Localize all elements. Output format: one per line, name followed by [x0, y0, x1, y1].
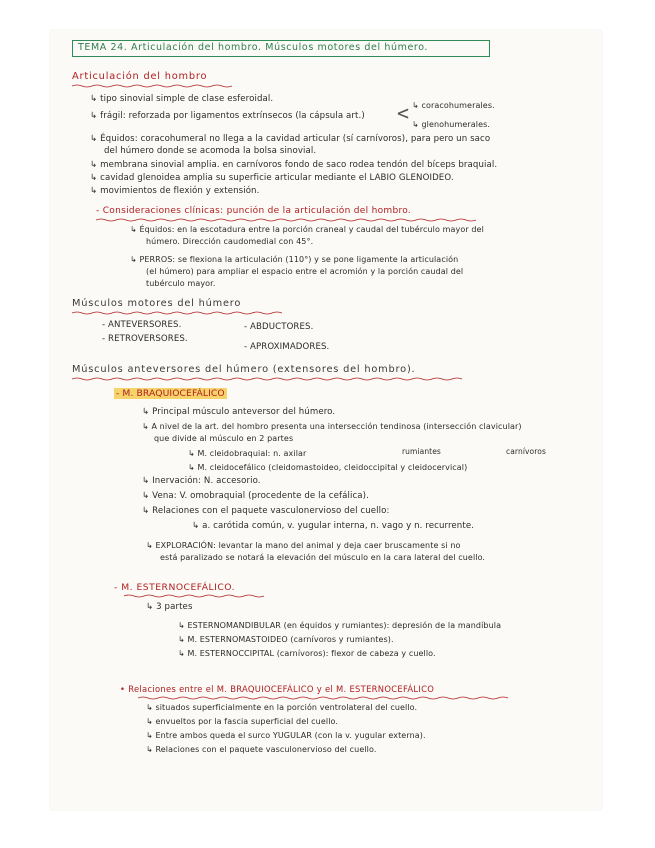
- section-heading-clinicas: - Consideraciones clínicas: punción de la articulación del hombro.: [96, 206, 412, 216]
- brace: <: [397, 101, 410, 125]
- heading-underline: [72, 311, 282, 315]
- heading-underline: [72, 84, 232, 88]
- section-heading-anteversores: Músculos anteversores del húmero (extensores del hombro).: [72, 364, 416, 375]
- notebook-page: [50, 30, 602, 810]
- note-line: ↳ Inervación: N. accesorio.: [142, 476, 261, 486]
- section-heading-motores: Músculos motores del húmero: [72, 298, 242, 309]
- note-line: (el húmero) para ampliar el espacio entre el acromión y la porción caudal del: [146, 267, 464, 276]
- note-line: ↳ Entre ambos queda el surco YUGULAR (con la v. yugular externa).: [146, 731, 426, 740]
- note-line: húmero. Dirección caudomedial con 45°.: [146, 237, 314, 246]
- note-line: está paralizado se notará la elevación del músculo en la cara lateral del cuello.: [160, 553, 486, 562]
- list-item: - APROXIMADORES.: [244, 342, 330, 352]
- note-line: ↳ PERROS: se flexiona la articulación (110°) y se pone ligamente la articulación: [130, 255, 459, 264]
- note-line: ↳ a. carótida común, v. yugular interna, n. vago y n. recurrente.: [192, 521, 475, 531]
- note-line: ↳ ESTERNOMANDIBULAR (en équidos y rumiantes): depresión de la mandíbula: [178, 621, 502, 630]
- list-item: - RETROVERSORES.: [102, 334, 188, 344]
- note-line: que divide al músculo en 2 partes: [154, 434, 294, 443]
- note-line: ↳ envueltos por la fascia superficial del cuello.: [146, 717, 339, 726]
- note-line: ↳ Relaciones con el paquete vasculonervioso del cuello.: [146, 745, 377, 754]
- note-line: ↳ movimientos de flexión y extensión.: [90, 186, 260, 196]
- heading-underline: [72, 377, 462, 381]
- list-item: - ABDUCTORES.: [244, 322, 314, 332]
- note-line: ↳ membrana sinovial amplia. en carnívoros fondo de saco rodea tendón del bíceps braquial.: [90, 160, 498, 170]
- heading-underline: [96, 218, 482, 222]
- note-line: ↳ tipo sinovial simple de clase esferoidal.: [90, 94, 274, 104]
- list-item: - ANTEVERSORES.: [102, 320, 182, 330]
- note-line: ↳ situados superficialmente en la porción ventrolateral del cuello.: [146, 703, 418, 712]
- note-line: ↳ 3 partes: [146, 602, 193, 612]
- note-line: ↳ Vena: V. omobraquial (procedente de la cefálica).: [142, 491, 369, 501]
- note-line: ↳ Relaciones con el paquete vasculonervioso del cuello:: [142, 506, 390, 516]
- note-line: ↳ M. ESTERNOMASTOIDEO (carnívoros y rumiantes).: [178, 635, 394, 644]
- muscle-esternocefalico: - M. ESTERNOCEFÁLICO.: [114, 582, 236, 593]
- section-heading-relaciones: • Relaciones entre el M. BRAQUIOCEFÁLICO y el M. ESTERNOCEFÁLICO: [120, 684, 435, 694]
- note-line: ↳ M. cleidobraquial: n. axilar: [188, 449, 307, 458]
- note-line: tubérculo mayor.: [146, 279, 216, 288]
- note-line: ↳ Principal músculo anteversor del húmero.: [142, 407, 336, 417]
- annotation: rumiantes: [402, 447, 441, 456]
- note-line: ↳ frágil: reforzada por ligamentos extrínsecos (la cápsula art.): [90, 111, 365, 121]
- page-title: TEMA 24. Articulación del hombro. Músculos motores del húmero.: [78, 42, 429, 53]
- note-line: ↳ Équidos: en la escotadura entre la porción craneal y caudal del tubérculo mayor del: [130, 225, 484, 234]
- note-line: ↳ M. ESTERNOCCIPITAL (carnívoros): flexor de cabeza y cuello.: [178, 649, 436, 658]
- note-line: ↳ M. cleidocefálico (cleidomastoideo, cleidoccipital y cleidocervical): [188, 463, 468, 472]
- note-line: ↳ cavidad glenoidea amplia su superficie articular mediante el LABIO GLENOIDEO.: [90, 173, 454, 183]
- annotation: carnívoros: [506, 447, 546, 456]
- note-line: del húmero donde se acomoda la bolsa sinovial.: [104, 146, 317, 156]
- note-line: ↳ A nivel de la art. del hombro presenta una intersección tendinosa (intersección clavicular): [142, 422, 522, 431]
- note-line: ↳ glenohumerales.: [412, 120, 491, 129]
- note-line: ↳ coracohumerales.: [412, 101, 495, 110]
- note-line: ↳ Équidos: coracohumeral no llega a la cavidad articular (sí carnívoros), para pero un saco: [90, 134, 491, 144]
- muscle-braquiocefalico: - M. BRAQUIOCEFÁLICO: [116, 388, 225, 399]
- heading-underline: [138, 696, 514, 700]
- heading-underline: [124, 594, 264, 598]
- section-heading-articulacion: Articulación del hombro: [72, 71, 208, 82]
- note-line: ↳ EXPLORACIÓN: levantar la mano del animal y deja caer bruscamente si no: [146, 541, 461, 550]
